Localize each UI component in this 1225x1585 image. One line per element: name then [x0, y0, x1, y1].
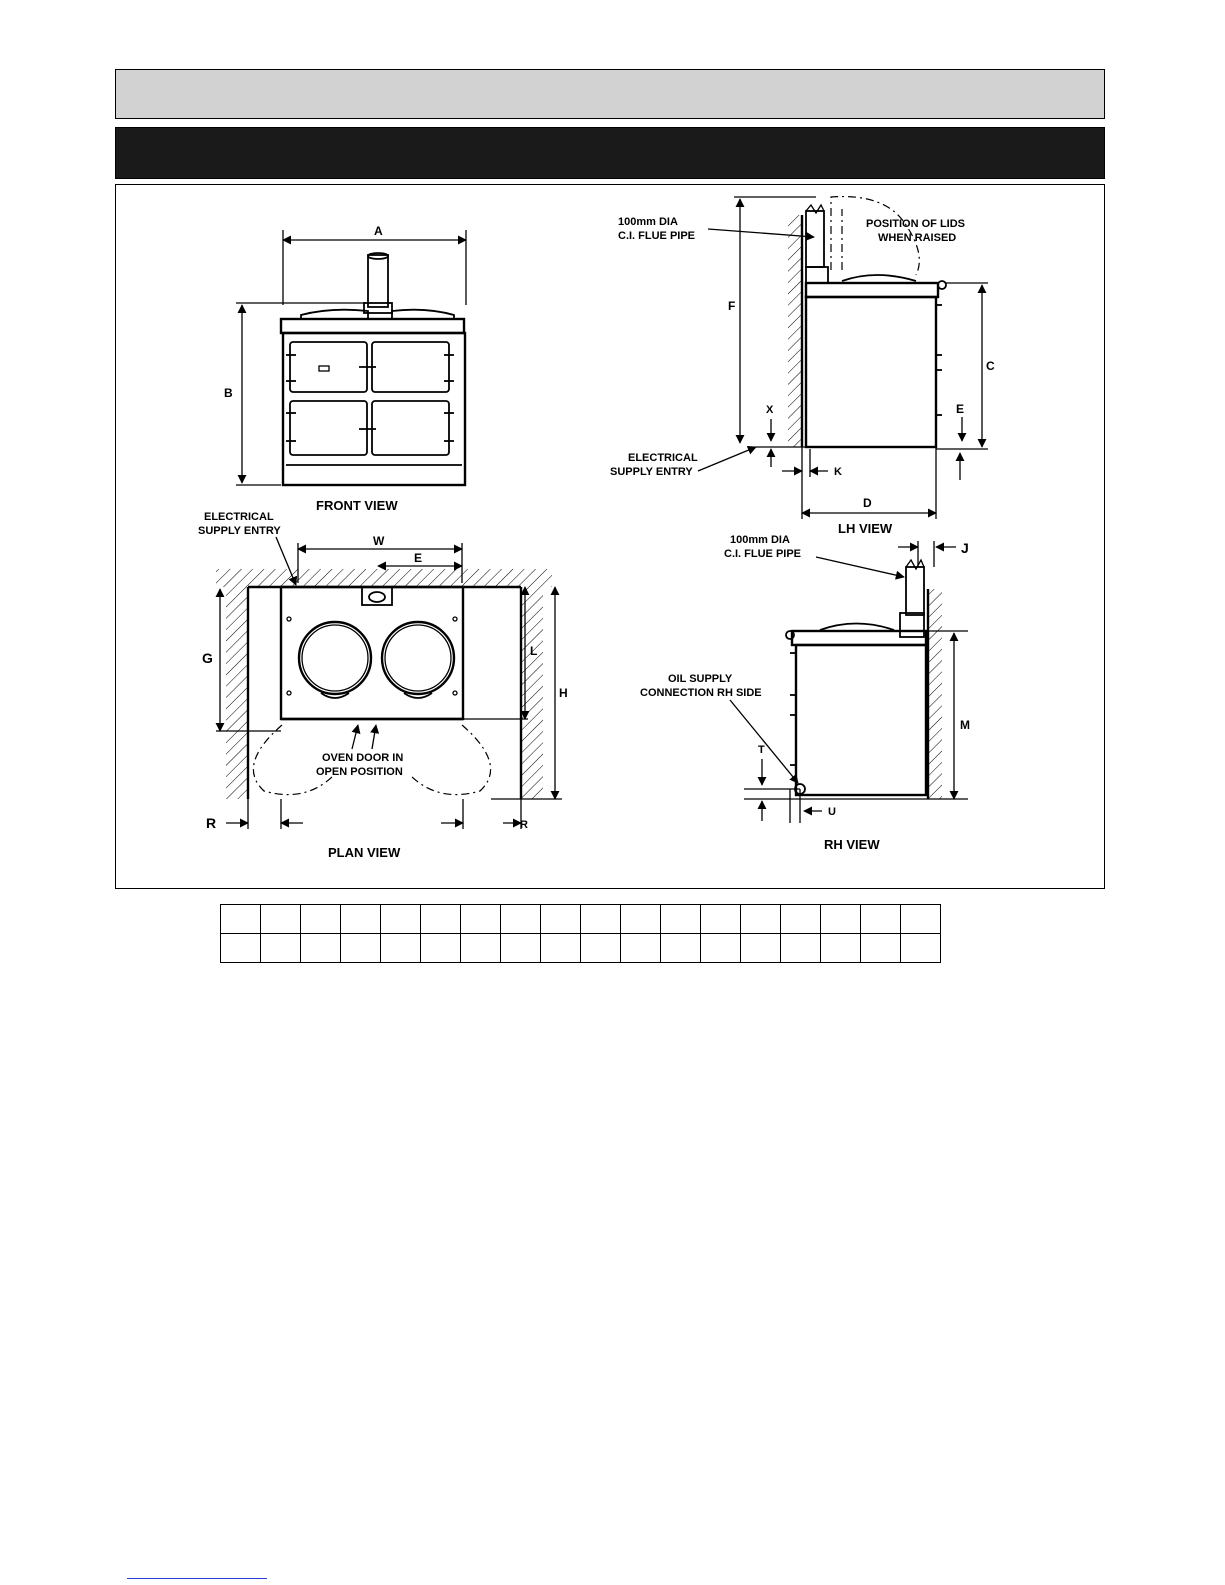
front-door-top-right [372, 342, 449, 392]
table-cell [301, 905, 341, 934]
table-cell [781, 934, 821, 963]
table-cell [501, 934, 541, 963]
dim-a-label: A [374, 224, 383, 238]
rh-top-rail [792, 631, 926, 645]
table-row [221, 905, 941, 934]
dim-x-label: X [766, 404, 774, 416]
table-cell [381, 905, 421, 934]
dim-c-label: C [986, 359, 995, 373]
lh-lids-label-1: POSITION OF LIDS [866, 218, 966, 230]
table-cell [341, 934, 381, 963]
lh-body [806, 297, 936, 447]
lh-flue-pipe [806, 211, 824, 267]
table-cell [221, 905, 261, 934]
rh-view-title: RH VIEW [824, 837, 880, 852]
section-header-bar [115, 69, 1105, 119]
front-door-bottom-left [290, 401, 367, 455]
dim-r-left-label: R [206, 815, 217, 831]
table-cell [381, 934, 421, 963]
table-cell [861, 905, 901, 934]
front-body [283, 333, 465, 485]
table-cell [461, 934, 501, 963]
plan-oven-door-label-2: OPEN POSITION [316, 766, 403, 778]
dimension-diagram [115, 184, 1105, 889]
table-cell [261, 934, 301, 963]
front-door-bottom-right [372, 401, 449, 455]
table-cell [701, 934, 741, 963]
table-cell [821, 905, 861, 934]
diagram-canvas [116, 185, 1106, 890]
plan-electrical-label-1: ELECTRICAL [204, 511, 274, 523]
dim-t-label: T [758, 744, 765, 756]
table-cell [661, 905, 701, 934]
lh-flue-label-1: 100mm DIA [618, 216, 678, 228]
rh-view [640, 534, 970, 852]
plan-rear-wall [216, 569, 552, 587]
lh-view-title: LH VIEW [838, 521, 893, 536]
dimensions-table [220, 904, 941, 963]
table-row [221, 934, 941, 963]
dim-m-label: M [960, 718, 970, 732]
lh-electrical-label-1: ELECTRICAL [628, 452, 698, 464]
dim-j-label: J [961, 540, 969, 556]
dim-d-label: D [863, 496, 872, 510]
front-flue-pipe [368, 255, 388, 307]
plan-right-wall [521, 587, 543, 799]
table-cell [581, 934, 621, 963]
table-cell [301, 934, 341, 963]
table-cell [741, 905, 781, 934]
plan-hotplate-right [382, 622, 454, 694]
plan-view-title: PLAN VIEW [328, 845, 401, 860]
plan-oven-door-label-1: OVEN DOOR IN [322, 752, 404, 764]
table-cell [581, 905, 621, 934]
lh-electrical-label-2: SUPPLY ENTRY [610, 466, 693, 478]
plan-view [198, 511, 568, 860]
table-cell [621, 934, 661, 963]
table-cell [861, 934, 901, 963]
table-cell [901, 934, 941, 963]
dim-u-label: U [828, 806, 836, 818]
dim-r-right-label: R [520, 819, 528, 831]
table-cell [341, 905, 381, 934]
table-cell [421, 934, 461, 963]
table-cell [541, 934, 581, 963]
table-cell [501, 905, 541, 934]
table-cell [901, 905, 941, 934]
plan-hotplate-left [299, 622, 371, 694]
dim-l-label: L [530, 644, 538, 658]
dim-g-label: G [202, 650, 213, 666]
table-cell [741, 934, 781, 963]
table-cell [781, 905, 821, 934]
lh-top-rail [806, 283, 938, 297]
lh-flue-label-2: C.I. FLUE PIPE [618, 230, 696, 242]
dim-h-label: H [559, 686, 568, 700]
lh-back-wall [788, 215, 802, 447]
table-cell [221, 934, 261, 963]
rh-back-wall [928, 589, 942, 799]
table-cell [661, 934, 701, 963]
lh-view [610, 197, 995, 536]
front-view [224, 224, 466, 513]
table-cell [421, 905, 461, 934]
rh-oil-label-1: OIL SUPPLY [668, 673, 733, 685]
rh-body [796, 645, 926, 795]
table-cell [461, 905, 501, 934]
table-cell [621, 905, 661, 934]
table-cell [821, 934, 861, 963]
table-cell [261, 905, 301, 934]
rh-oil-label-2: CONNECTION RH SIDE [640, 687, 762, 699]
front-view-title: FRONT VIEW [316, 498, 398, 513]
dim-w-label: W [373, 534, 385, 548]
table-cell [701, 905, 741, 934]
section-title-bar [115, 127, 1105, 179]
front-hotplate-rail [281, 319, 464, 333]
dim-k-label: K [834, 466, 842, 478]
dim-e-side-label: E [956, 402, 965, 416]
dim-e-plan-label: E [414, 551, 423, 565]
lh-lids-label-2: WHEN RAISED [878, 232, 957, 244]
rh-flue-label-1: 100mm DIA [730, 534, 790, 546]
footer-link-underline[interactable] [127, 1578, 267, 1579]
rh-flue-label-2: C.I. FLUE PIPE [724, 548, 802, 560]
plan-cooker-body [281, 587, 463, 719]
plan-left-wall [226, 587, 248, 799]
plan-electrical-label-2: SUPPLY ENTRY [198, 525, 281, 537]
table-cell [541, 905, 581, 934]
dim-f-label: F [728, 299, 736, 313]
dim-b-label: B [224, 386, 233, 400]
rh-flue-pipe [906, 567, 924, 615]
